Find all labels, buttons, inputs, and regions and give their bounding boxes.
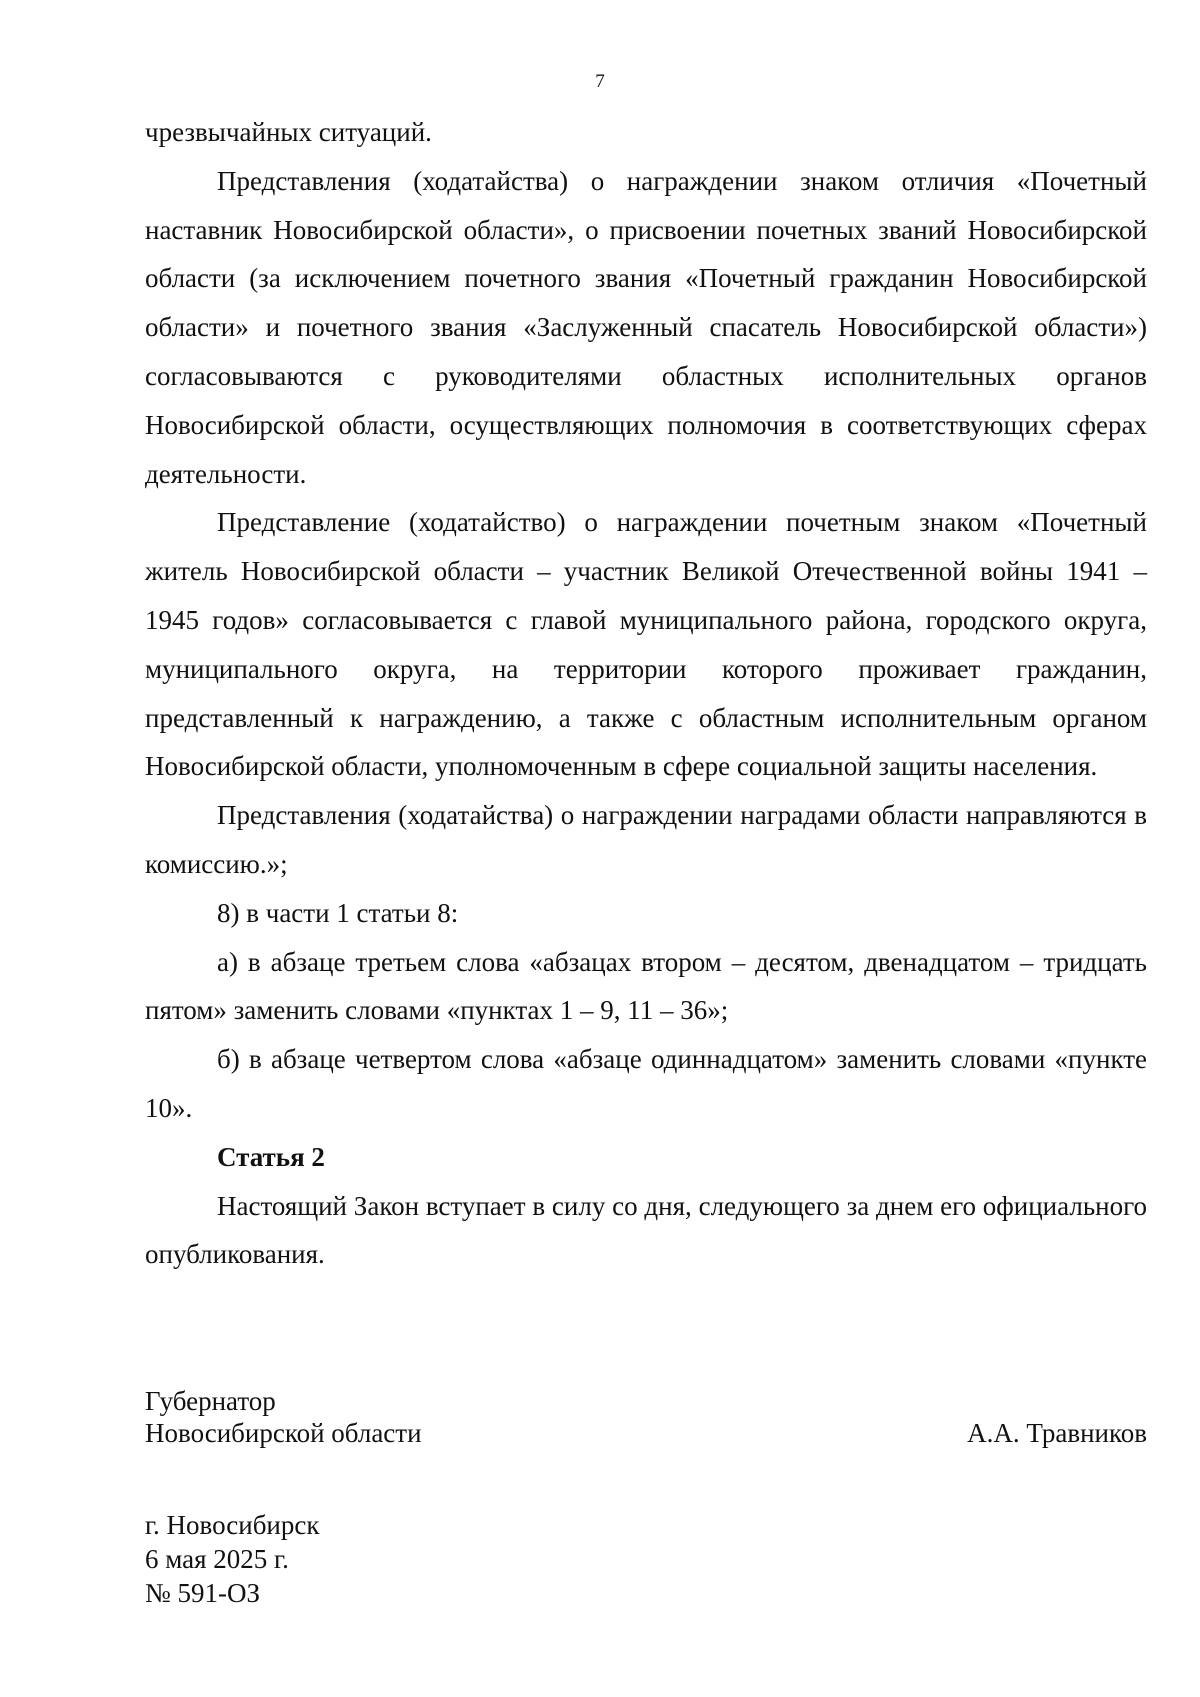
paragraph-item-8: 8) в части 1 статьи 8: (217, 897, 459, 928)
signatory-name: А.А. Травников (967, 1418, 1147, 1448)
signature-block (145, 1385, 1147, 1449)
paragraph-subitem-a: а) в абзаце третьем слова «абзацах втором – десятом, двенадцатом – тридцать пятом» заменить словами «пунктах 1 – 9, 11 – 36»; (145, 946, 1147, 1026)
place-date-block (145, 1508, 320, 1610)
date-of-signing: 6 мая 2025 г. (145, 1544, 289, 1574)
paragraph-subitem-b: б) в абзаце четвертом слова «абзаце одиннадцатом» заменить словами «пункте 10». (145, 1044, 1147, 1123)
law-number: № 591-ОЗ (145, 1578, 261, 1608)
signatory-title-line2: Новосибирской области (145, 1418, 422, 1448)
article-2-text: Настоящий Закон вступает в силу со дня, следующего за днем его официального опубликования. (145, 1190, 1147, 1270)
paragraph-representations-agreement: Представления (ходатайства) о награждении знаком отличия «Почетный наставник Новосибирской области», о присвоении почетных званий Новосибирской области (за исключением почетного звания «Почетный гражданин Новосибирской области» и почетного звания «Заслуженный спасатель Новосибирской области») согласовываются с руководителями областных исполнительных органов Новосибирской области, осуществляющих полномочия в соответствующих сферах деятельности. (145, 165, 1147, 489)
paragraph-continuation: чрезвычайных ситуаций. (145, 117, 432, 147)
document-body (145, 108, 1147, 1279)
paragraph-honorary-resident: Представление (ходатайство) о награждении почетным знаком «Почетный житель Новосибирской области – участник Великой Отечественной войны 1941 – 1945 годов» согласовывается с главой муниципального района, городского округа, муниципального округа, на территории которого проживает гражданин, представленный к награждению, а также с областным исполнительным органом Новосибирской области, уполномоченным в сфере социальной защиты населения. (145, 507, 1147, 782)
signatory-title-line1: Губернатор (145, 1386, 276, 1416)
place-of-signing: г. Новосибирск (145, 1510, 320, 1540)
paragraph-sent-to-commission: Представления (ходатайства) о награждении наградами области направляются в комиссию.»; (145, 800, 1147, 879)
signature-row (145, 1417, 1147, 1449)
article-2-heading: Статья 2 (217, 1141, 325, 1172)
page-number: 7 (595, 71, 605, 92)
